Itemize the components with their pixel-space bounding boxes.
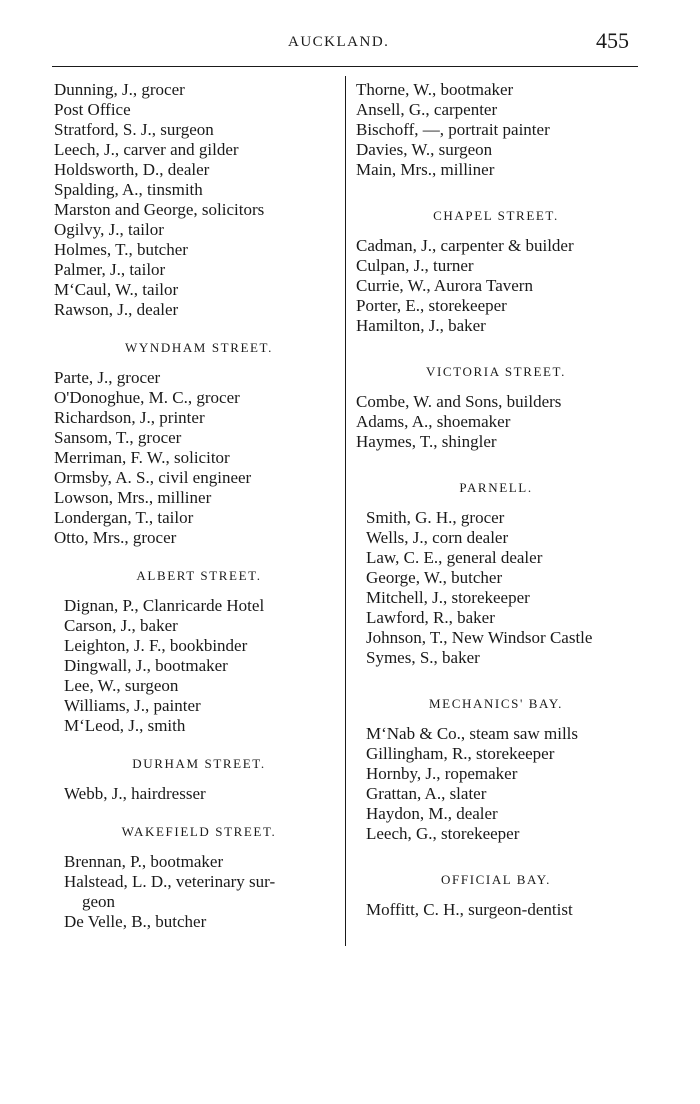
directory-entry: Porter, E., storekeeper	[356, 296, 507, 315]
directory-entry: Johnson, T., New Windsor Castle	[366, 628, 593, 647]
directory-entry: Davies, W., surgeon	[356, 140, 493, 159]
directory-entry: Grattan, A., slater	[366, 784, 487, 803]
directory-entry: Haymes, T., shingler	[356, 432, 497, 451]
running-title: AUCKLAND.	[288, 34, 390, 50]
directory-entry: Smith, G. H., grocer	[366, 508, 505, 527]
directory-entry: Carson, J., baker	[64, 616, 178, 635]
directory-entry: Holdsworth, D., dealer	[54, 160, 210, 179]
directory-entry: Ogilvy, J., tailor	[54, 220, 164, 239]
directory-entry: Holmes, T., butcher	[54, 240, 188, 259]
directory-entry: Otto, Mrs., grocer	[54, 528, 177, 547]
directory-entry: De Velle, B., butcher	[64, 912, 207, 931]
directory-entry: Post Office	[54, 100, 131, 119]
directory-entry: Parte, J., grocer	[54, 368, 161, 387]
directory-entry: O'Donoghue, M. C., grocer	[54, 388, 240, 407]
directory-entry: Main, Mrs., milliner	[356, 160, 495, 179]
directory-entry: Lee, W., surgeon	[64, 676, 179, 695]
directory-entry: Thorne, W., bootmaker	[356, 80, 514, 99]
directory-entry: Richardson, J., printer	[54, 408, 205, 427]
running-head	[0, 28, 700, 58]
directory-entry: Lowson, Mrs., milliner	[54, 488, 212, 507]
directory-entry: Ormsby, A. S., civil engineer	[54, 468, 252, 487]
header-rule	[52, 66, 638, 67]
page-number: 455	[596, 28, 629, 53]
directory-entry: Rawson, J., dealer	[54, 300, 179, 319]
directory-entry: Stratford, S. J., surgeon	[54, 120, 214, 139]
section-heading-wyndham-street: WYNDHAM STREET.	[125, 340, 273, 355]
directory-entry: Halstead, L. D., veterinary sur-	[64, 872, 276, 891]
directory-entry: Gillingham, R., storekeeper	[366, 744, 555, 763]
directory-entry: Combe, W. and Sons, builders	[356, 392, 562, 411]
directory-entry: Mitchell, J., storekeeper	[366, 588, 530, 607]
directory-entry: Cadman, J., carpenter & builder	[356, 236, 574, 255]
section-heading-victoria-street: VICTORIA STREET.	[426, 364, 566, 379]
directory-entry: Culpan, J., turner	[356, 256, 474, 275]
section-heading-albert-street: ALBERT STREET.	[136, 568, 262, 583]
directory-entry: Dignan, P., Clanricarde Hotel	[64, 596, 265, 615]
directory-entry: Spalding, A., tinsmith	[54, 180, 203, 199]
directory-entry: Hornby, J., ropemaker	[366, 764, 518, 783]
directory-entry: Leech, J., carver and gilder	[54, 140, 239, 159]
directory-entry: Palmer, J., tailor	[54, 260, 166, 279]
directory-entry: Currie, W., Aurora Tavern	[356, 276, 533, 295]
section-heading-wakefield-street: WAKEFIELD STREET.	[121, 824, 277, 839]
section-heading-chapel-street: CHAPEL STREET.	[433, 208, 559, 223]
directory-entry: Bischoff, —, portrait painter	[356, 120, 550, 139]
directory-entry: Dingwall, J., bootmaker	[64, 656, 228, 675]
directory-entry: M‘Leod, J., smith	[64, 716, 186, 735]
section-heading-mechanics-bay: MECHANICS' BAY.	[429, 696, 563, 711]
directory-entry: Adams, A., shoemaker	[356, 412, 511, 431]
directory-entry: George, W., butcher	[366, 568, 503, 587]
directory-entry: Moffitt, C. H., surgeon-dentist	[366, 900, 573, 919]
directory-entry: Wells, J., corn dealer	[366, 528, 509, 547]
directory-entry: Symes, S., baker	[366, 648, 480, 667]
column-divider	[345, 76, 346, 946]
right-column	[356, 80, 646, 920]
directory-entry: Merriman, F. W., solicitor	[54, 448, 230, 467]
directory-entry: M‘Caul, W., tailor	[54, 280, 179, 299]
left-column	[54, 80, 344, 932]
section-heading-official-bay: OFFICIAL BAY.	[441, 872, 551, 887]
directory-entry: Law, C. E., general dealer	[366, 548, 543, 567]
directory-entry: Brennan, P., bootmaker	[64, 852, 224, 871]
section-heading-parnell: PARNELL.	[459, 480, 533, 495]
directory-entry: Ansell, G., carpenter	[356, 100, 498, 119]
directory-entry: Dunning, J., grocer	[54, 80, 185, 99]
directory-entry: Leech, G., storekeeper	[366, 824, 520, 843]
directory-entry-continuation: geon	[82, 892, 116, 911]
directory-entry: Webb, J., hairdresser	[64, 784, 206, 803]
directory-entry: Hamilton, J., baker	[356, 316, 486, 335]
directory-entry: Sansom, T., grocer	[54, 428, 182, 447]
directory-entry: M‘Nab & Co., steam saw mills	[366, 724, 579, 743]
directory-entry: Williams, J., painter	[64, 696, 201, 715]
directory-entry: Londergan, T., tailor	[54, 508, 194, 527]
directory-entry: Leighton, J. F., bookbinder	[64, 636, 248, 655]
section-heading-durham-street: DURHAM STREET.	[132, 756, 266, 771]
directory-entry: Lawford, R., baker	[366, 608, 495, 627]
directory-entry: Marston and George, solicitors	[54, 200, 265, 219]
directory-entry: Haydon, M., dealer	[366, 804, 498, 823]
